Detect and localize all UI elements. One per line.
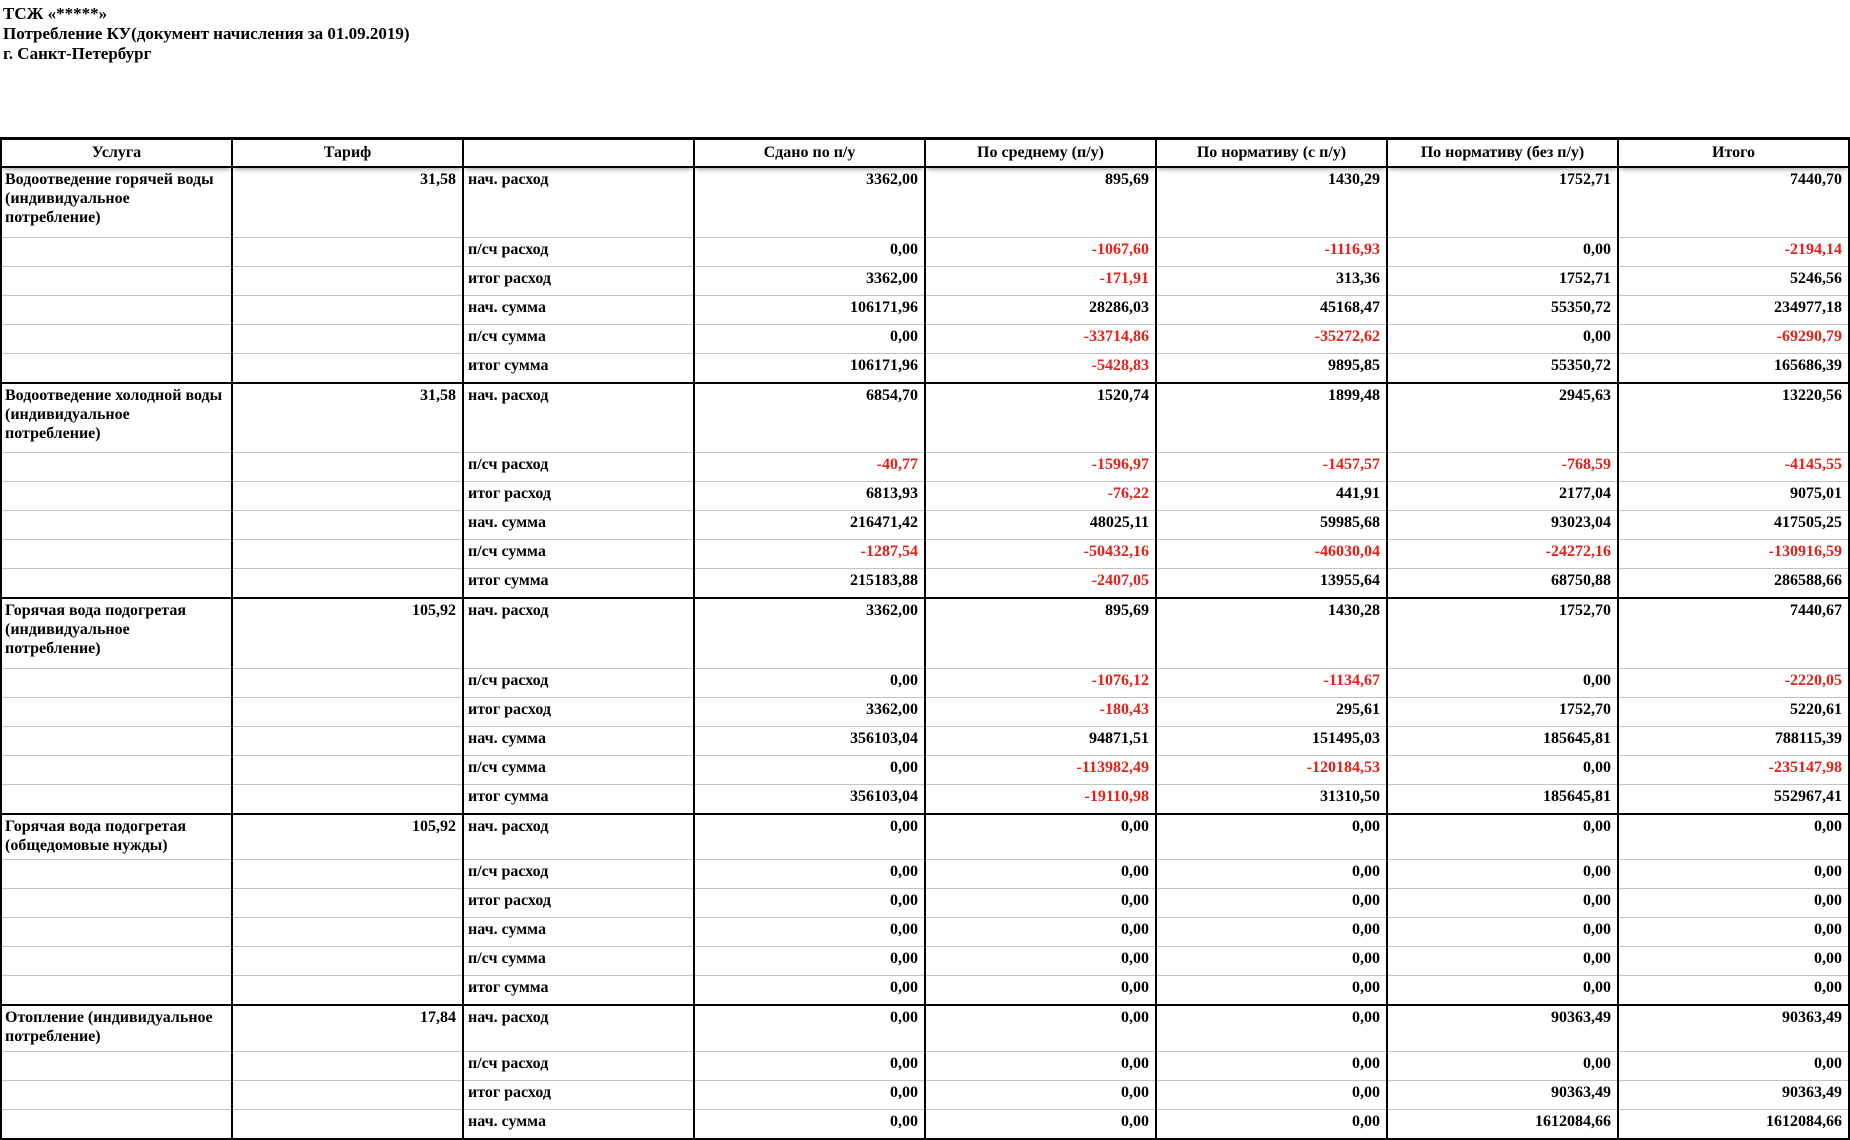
- value-cell: 1430,28: [1156, 598, 1387, 668]
- value-cell: 0,00: [1387, 237, 1618, 266]
- value-cell: 0,00: [1156, 1051, 1387, 1080]
- metric-label-cell: нач. расход: [463, 1005, 694, 1051]
- value-cell: 55350,72: [1387, 295, 1618, 324]
- service-name-cell: [1, 540, 232, 569]
- value-cell: 0,00: [1387, 814, 1618, 860]
- column-header-by-average: По среднему (п/у): [925, 139, 1156, 168]
- metric-label-cell: итог расход: [463, 889, 694, 918]
- table-row: [1, 784, 1849, 814]
- value-cell: -2194,14: [1618, 237, 1849, 266]
- value-cell: 0,00: [694, 755, 925, 784]
- value-cell: 151495,03: [1156, 726, 1387, 755]
- value-cell: 0,00: [1387, 976, 1618, 1006]
- value-cell: 0,00: [1156, 1080, 1387, 1109]
- value-cell: 417505,25: [1618, 511, 1849, 540]
- value-cell: 0,00: [694, 1109, 925, 1139]
- value-cell: 0,00: [1618, 814, 1849, 860]
- service-name-cell: [1, 237, 232, 266]
- value-cell: 1752,71: [1387, 167, 1618, 237]
- value-cell: -5428,83: [925, 353, 1156, 383]
- organization-name: ТСЖ «*****»: [3, 4, 108, 23]
- value-cell: 313,36: [1156, 266, 1387, 295]
- metric-label-cell: п/сч сумма: [463, 755, 694, 784]
- table-row: [1, 295, 1849, 324]
- value-cell: 0,00: [1156, 860, 1387, 889]
- value-cell: 0,00: [1387, 668, 1618, 697]
- metric-label-cell: итог расход: [463, 266, 694, 295]
- metric-label-cell: п/сч сумма: [463, 947, 694, 976]
- value-cell: 93023,04: [1387, 511, 1618, 540]
- tariff-cell: [232, 482, 463, 511]
- table-row: [1, 167, 1849, 237]
- table-row: [1, 726, 1849, 755]
- value-cell: 1752,70: [1387, 598, 1618, 668]
- service-name-cell: [1, 889, 232, 918]
- value-cell: 7440,67: [1618, 598, 1849, 668]
- column-header-tariff: Тариф: [232, 139, 463, 168]
- value-cell: 185645,81: [1387, 726, 1618, 755]
- value-cell: 106171,96: [694, 295, 925, 324]
- tariff-cell: [232, 668, 463, 697]
- tariff-cell: [232, 237, 463, 266]
- value-cell: 0,00: [925, 1005, 1156, 1051]
- service-name-cell: [1, 511, 232, 540]
- value-cell: 0,00: [694, 1080, 925, 1109]
- service-name-cell: [1, 918, 232, 947]
- consumption-table: [0, 137, 1850, 1140]
- value-cell: 0,00: [925, 889, 1156, 918]
- tariff-cell: [232, 266, 463, 295]
- value-cell: 0,00: [1618, 889, 1849, 918]
- value-cell: 185645,81: [1387, 784, 1618, 814]
- value-cell: -235147,98: [1618, 755, 1849, 784]
- metric-label-cell: итог сумма: [463, 569, 694, 599]
- value-cell: -76,22: [925, 482, 1156, 511]
- table-row: [1, 814, 1849, 860]
- tariff-cell: [232, 295, 463, 324]
- tariff-cell: [232, 860, 463, 889]
- tariff-cell: 31,58: [232, 383, 463, 453]
- value-cell: 356103,04: [694, 784, 925, 814]
- value-cell: -2407,05: [925, 569, 1156, 599]
- service-name-cell: [1, 947, 232, 976]
- value-cell: 59985,68: [1156, 511, 1387, 540]
- value-cell: 0,00: [1387, 755, 1618, 784]
- service-name-cell: [1, 755, 232, 784]
- metric-label-cell: итог расход: [463, 482, 694, 511]
- value-cell: 13220,56: [1618, 383, 1849, 453]
- value-cell: 106171,96: [694, 353, 925, 383]
- metric-label-cell: нач. сумма: [463, 295, 694, 324]
- service-name-cell: [1, 482, 232, 511]
- value-cell: 5220,61: [1618, 697, 1849, 726]
- value-cell: 895,69: [925, 167, 1156, 237]
- metric-label-cell: п/сч расход: [463, 860, 694, 889]
- value-cell: 2945,63: [1387, 383, 1618, 453]
- value-cell: 0,00: [1387, 1051, 1618, 1080]
- value-cell: -130916,59: [1618, 540, 1849, 569]
- tariff-cell: [232, 726, 463, 755]
- metric-label-cell: нач. расход: [463, 383, 694, 453]
- service-name-cell: [1, 353, 232, 383]
- value-cell: 6854,70: [694, 383, 925, 453]
- value-cell: 0,00: [694, 860, 925, 889]
- value-cell: 9895,85: [1156, 353, 1387, 383]
- value-cell: -120184,53: [1156, 755, 1387, 784]
- value-cell: 0,00: [925, 947, 1156, 976]
- table-row: [1, 237, 1849, 266]
- service-name-cell: [1, 668, 232, 697]
- tariff-cell: 105,92: [232, 814, 463, 860]
- table-row: [1, 383, 1849, 453]
- table-row: [1, 947, 1849, 976]
- value-cell: 0,00: [1618, 860, 1849, 889]
- value-cell: 55350,72: [1387, 353, 1618, 383]
- value-cell: 0,00: [1618, 947, 1849, 976]
- value-cell: -40,77: [694, 453, 925, 482]
- value-cell: 1612084,66: [1387, 1109, 1618, 1139]
- service-name-cell: Водоотведение холодной воды (индивидуальное потребление): [1, 383, 232, 453]
- value-cell: 0,00: [1387, 918, 1618, 947]
- value-cell: 0,00: [694, 814, 925, 860]
- service-name-cell: Водоотведение горячей воды (индивидуальное потребление): [1, 167, 232, 237]
- tariff-cell: [232, 1051, 463, 1080]
- value-cell: 90363,49: [1618, 1080, 1849, 1109]
- value-cell: 0,00: [694, 1051, 925, 1080]
- value-cell: 28286,03: [925, 295, 1156, 324]
- service-name-cell: Горячая вода подогретая (индивидуальное потребление): [1, 598, 232, 668]
- tariff-cell: [232, 511, 463, 540]
- service-name-cell: [1, 976, 232, 1006]
- value-cell: 0,00: [1618, 918, 1849, 947]
- metric-label-cell: п/сч расход: [463, 453, 694, 482]
- value-cell: 552967,41: [1618, 784, 1849, 814]
- value-cell: 1520,74: [925, 383, 1156, 453]
- service-name-cell: [1, 453, 232, 482]
- metric-label-cell: нач. сумма: [463, 918, 694, 947]
- table-row: [1, 540, 1849, 569]
- table-row: [1, 353, 1849, 383]
- value-cell: 356103,04: [694, 726, 925, 755]
- table-row: [1, 889, 1849, 918]
- value-cell: 0,00: [1156, 918, 1387, 947]
- service-name-cell: Горячая вода подогретая (общедомовые нужды): [1, 814, 232, 860]
- value-cell: 1899,48: [1156, 383, 1387, 453]
- value-cell: -180,43: [925, 697, 1156, 726]
- value-cell: -69290,79: [1618, 324, 1849, 353]
- table-row: [1, 1051, 1849, 1080]
- metric-label-cell: итог сумма: [463, 976, 694, 1006]
- value-cell: 0,00: [925, 1109, 1156, 1139]
- tariff-cell: [232, 947, 463, 976]
- table-row: [1, 1109, 1849, 1139]
- table-row: [1, 482, 1849, 511]
- value-cell: -50432,16: [925, 540, 1156, 569]
- table-row: [1, 324, 1849, 353]
- metric-label-cell: итог сумма: [463, 353, 694, 383]
- value-cell: 3362,00: [694, 697, 925, 726]
- value-cell: 0,00: [694, 976, 925, 1006]
- value-cell: 9075,01: [1618, 482, 1849, 511]
- value-cell: 1430,29: [1156, 167, 1387, 237]
- metric-label-cell: нач. расход: [463, 598, 694, 668]
- column-header-submitted-by-meter: Сдано по п/у: [694, 139, 925, 168]
- metric-label-cell: п/сч расход: [463, 668, 694, 697]
- value-cell: 895,69: [925, 598, 1156, 668]
- column-header-by-norm-with-meter: По нормативу (с п/у): [1156, 139, 1387, 168]
- value-cell: -35272,62: [1156, 324, 1387, 353]
- service-name-cell: [1, 569, 232, 599]
- metric-label-cell: нач. расход: [463, 814, 694, 860]
- table-header-row: [1, 139, 1849, 168]
- value-cell: -46030,04: [1156, 540, 1387, 569]
- tariff-cell: [232, 1080, 463, 1109]
- value-cell: -1457,57: [1156, 453, 1387, 482]
- metric-label-cell: нач. расход: [463, 167, 694, 237]
- metric-label-cell: нач. сумма: [463, 1109, 694, 1139]
- value-cell: 0,00: [1387, 324, 1618, 353]
- value-cell: 3362,00: [694, 598, 925, 668]
- tariff-cell: [232, 540, 463, 569]
- value-cell: 234977,18: [1618, 295, 1849, 324]
- value-cell: -768,59: [1387, 453, 1618, 482]
- tariff-cell: [232, 453, 463, 482]
- value-cell: 0,00: [1156, 814, 1387, 860]
- tariff-cell: [232, 1109, 463, 1139]
- tariff-cell: [232, 697, 463, 726]
- value-cell: -1287,54: [694, 540, 925, 569]
- value-cell: 90363,49: [1618, 1005, 1849, 1051]
- value-cell: 295,61: [1156, 697, 1387, 726]
- tariff-cell: [232, 353, 463, 383]
- value-cell: -1067,60: [925, 237, 1156, 266]
- value-cell: 0,00: [1618, 1051, 1849, 1080]
- value-cell: 0,00: [1156, 1005, 1387, 1051]
- value-cell: 0,00: [694, 237, 925, 266]
- service-name-cell: [1, 726, 232, 755]
- value-cell: 0,00: [925, 976, 1156, 1006]
- metric-label-cell: п/сч сумма: [463, 540, 694, 569]
- column-header-service: Услуга: [1, 139, 232, 168]
- table-row: [1, 569, 1849, 599]
- value-cell: 0,00: [694, 668, 925, 697]
- value-cell: 3362,00: [694, 167, 925, 237]
- value-cell: 5246,56: [1618, 266, 1849, 295]
- value-cell: 0,00: [694, 324, 925, 353]
- tariff-cell: [232, 755, 463, 784]
- value-cell: 13955,64: [1156, 569, 1387, 599]
- value-cell: 0,00: [1156, 947, 1387, 976]
- value-cell: 0,00: [1156, 976, 1387, 1006]
- table-row: [1, 668, 1849, 697]
- value-cell: 215183,88: [694, 569, 925, 599]
- service-name-cell: Отопление (индивидуальное потребление): [1, 1005, 232, 1051]
- service-name-cell: [1, 324, 232, 353]
- table-row: [1, 697, 1849, 726]
- value-cell: -4145,55: [1618, 453, 1849, 482]
- value-cell: 7440,70: [1618, 167, 1849, 237]
- value-cell: 216471,42: [694, 511, 925, 540]
- value-cell: 94871,51: [925, 726, 1156, 755]
- value-cell: 1612084,66: [1618, 1109, 1849, 1139]
- service-name-cell: [1, 697, 232, 726]
- metric-label-cell: нач. сумма: [463, 511, 694, 540]
- metric-label-cell: итог расход: [463, 1080, 694, 1109]
- column-header-total: Итого: [1618, 139, 1849, 168]
- value-cell: 1752,71: [1387, 266, 1618, 295]
- value-cell: 90363,49: [1387, 1005, 1618, 1051]
- value-cell: 0,00: [925, 860, 1156, 889]
- value-cell: -33714,86: [925, 324, 1156, 353]
- table-row: [1, 1080, 1849, 1109]
- table-row: [1, 976, 1849, 1006]
- value-cell: 1752,70: [1387, 697, 1618, 726]
- table-row: [1, 266, 1849, 295]
- metric-label-cell: итог расход: [463, 697, 694, 726]
- report-city: г. Санкт-Петербург: [3, 44, 152, 63]
- service-name-cell: [1, 1080, 232, 1109]
- value-cell: 0,00: [925, 918, 1156, 947]
- value-cell: 0,00: [694, 918, 925, 947]
- metric-label-cell: итог сумма: [463, 784, 694, 814]
- report-header: [0, 0, 1848, 64]
- table-row: [1, 1005, 1849, 1051]
- tariff-cell: [232, 569, 463, 599]
- value-cell: 165686,39: [1618, 353, 1849, 383]
- value-cell: 0,00: [925, 814, 1156, 860]
- table-row: [1, 918, 1849, 947]
- value-cell: 31310,50: [1156, 784, 1387, 814]
- value-cell: 0,00: [1387, 947, 1618, 976]
- tariff-cell: 17,84: [232, 1005, 463, 1051]
- value-cell: 286588,66: [1618, 569, 1849, 599]
- value-cell: 788115,39: [1618, 726, 1849, 755]
- value-cell: -19110,98: [925, 784, 1156, 814]
- value-cell: 2177,04: [1387, 482, 1618, 511]
- table-row: [1, 453, 1849, 482]
- value-cell: 45168,47: [1156, 295, 1387, 324]
- value-cell: -2220,05: [1618, 668, 1849, 697]
- value-cell: 0,00: [694, 947, 925, 976]
- value-cell: -24272,16: [1387, 540, 1618, 569]
- tariff-cell: [232, 889, 463, 918]
- value-cell: 0,00: [1618, 976, 1849, 1006]
- service-name-cell: [1, 295, 232, 324]
- service-name-cell: [1, 1109, 232, 1139]
- service-name-cell: [1, 1051, 232, 1080]
- report-title: Потребление КУ(документ начисления за 01.09.2019): [3, 24, 410, 43]
- value-cell: 0,00: [1387, 889, 1618, 918]
- metric-label-cell: п/сч расход: [463, 237, 694, 266]
- value-cell: 0,00: [925, 1051, 1156, 1080]
- table-row: [1, 598, 1849, 668]
- value-cell: 0,00: [925, 1080, 1156, 1109]
- value-cell: 0,00: [1387, 860, 1618, 889]
- table-row: [1, 860, 1849, 889]
- column-header-metric: [463, 139, 694, 168]
- value-cell: 6813,93: [694, 482, 925, 511]
- value-cell: 0,00: [1156, 1109, 1387, 1139]
- value-cell: 0,00: [694, 1005, 925, 1051]
- metric-label-cell: п/сч сумма: [463, 324, 694, 353]
- tariff-cell: 31,58: [232, 167, 463, 237]
- value-cell: -1076,12: [925, 668, 1156, 697]
- value-cell: -1596,97: [925, 453, 1156, 482]
- value-cell: -1134,67: [1156, 668, 1387, 697]
- value-cell: 48025,11: [925, 511, 1156, 540]
- table-row: [1, 511, 1849, 540]
- value-cell: -1116,93: [1156, 237, 1387, 266]
- tariff-cell: [232, 976, 463, 1006]
- metric-label-cell: п/сч расход: [463, 1051, 694, 1080]
- value-cell: 0,00: [694, 889, 925, 918]
- value-cell: -113982,49: [925, 755, 1156, 784]
- value-cell: 0,00: [1156, 889, 1387, 918]
- service-name-cell: [1, 784, 232, 814]
- table-body: [1, 167, 1849, 1139]
- tariff-cell: [232, 784, 463, 814]
- tariff-cell: 105,92: [232, 598, 463, 668]
- value-cell: 90363,49: [1387, 1080, 1618, 1109]
- value-cell: 441,91: [1156, 482, 1387, 511]
- tariff-cell: [232, 324, 463, 353]
- service-name-cell: [1, 266, 232, 295]
- value-cell: -171,91: [925, 266, 1156, 295]
- value-cell: 3362,00: [694, 266, 925, 295]
- value-cell: 68750,88: [1387, 569, 1618, 599]
- metric-label-cell: нач. сумма: [463, 726, 694, 755]
- column-header-by-norm-without-meter: По нормативу (без п/у): [1387, 139, 1618, 168]
- service-name-cell: [1, 860, 232, 889]
- table-row: [1, 755, 1849, 784]
- tariff-cell: [232, 918, 463, 947]
